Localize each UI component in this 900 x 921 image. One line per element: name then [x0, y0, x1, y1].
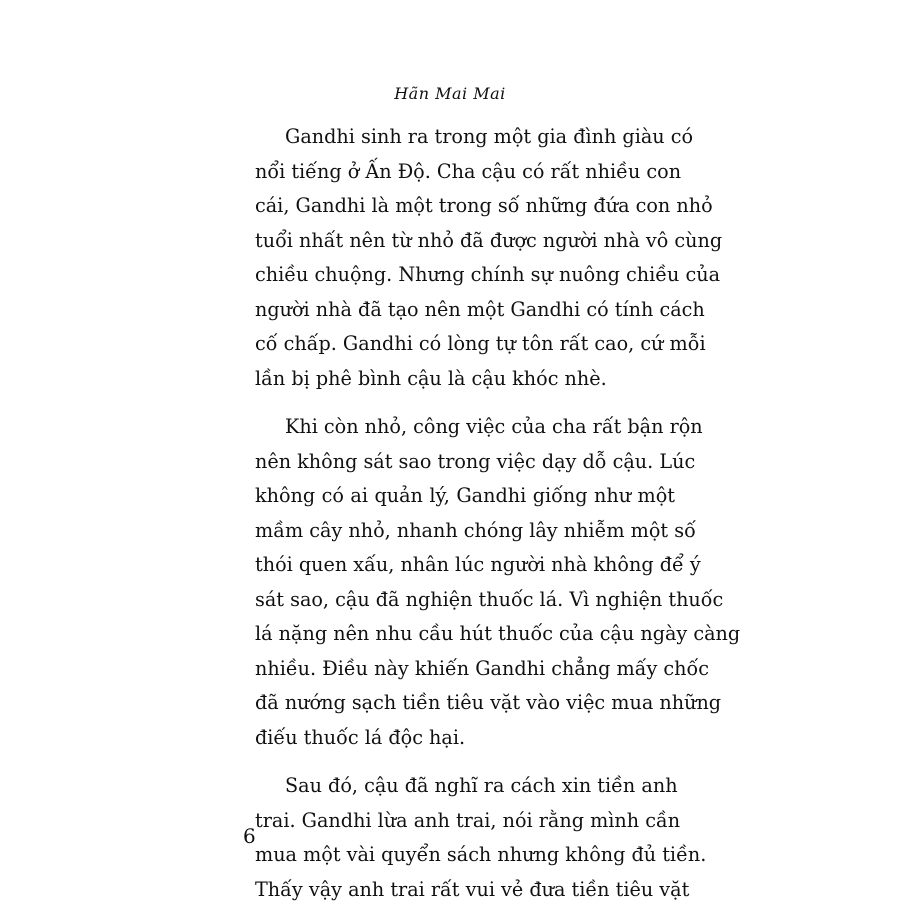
text-line: cố chấp. Gandhi có lòng tự tôn rất cao, cứ mỗi	[255, 332, 706, 355]
text-line: điếu thuốc lá độc hại.	[255, 725, 466, 749]
text-line: mua một vài quyển sách nhưng không đủ tiền.	[255, 843, 707, 866]
paragraph-1	[255, 120, 723, 396]
paragraph-2	[255, 410, 741, 755]
text-line: sát sao, cậu đã nghiện thuốc lá. Vì nghiện thuốc	[255, 587, 724, 611]
running-header: Hãn Mai Mai	[394, 84, 506, 103]
text-line: Gandhi sinh ra trong một gia đình giàu có	[285, 125, 694, 148]
text-line: Khi còn nhỏ, công việc của cha rất bận rộn	[285, 415, 703, 438]
text-line: không có ai quản lý, Gandhi giống như một	[255, 484, 675, 507]
text-line: trai. Gandhi lừa anh trai, nói rằng mình cần	[255, 808, 681, 832]
paragraph-3	[255, 769, 707, 907]
text-line: lần bị phê bình cậu là cậu khóc nhè.	[255, 366, 607, 390]
text-line: người nhà đã tạo nên một Gandhi có tính cách	[255, 297, 705, 321]
text-line: chiều chuộng. Nhưng chính sự nuông chiều của	[255, 263, 721, 286]
text-line: tuổi nhất nên từ nhỏ đã được người nhà vô cùng	[255, 228, 723, 252]
text-line: Sau đó, cậu đã nghĩ ra cách xin tiền anh	[285, 774, 678, 797]
text-line: nhiều. Điều này khiến Gandhi chẳng mấy chốc	[255, 656, 709, 680]
text-line: nên không sát sao trong việc dạy dỗ cậu. Lúc	[255, 449, 696, 473]
text-line: mầm cây nhỏ, nhanh chóng lây nhiễm một số	[255, 518, 696, 542]
body-text	[255, 120, 741, 921]
page-number: 6	[243, 824, 256, 848]
text-line: Thấy vậy anh trai rất vui vẻ đưa tiền tiêu vặt	[255, 877, 690, 901]
text-line: cái, Gandhi là một trong số những đứa con nhỏ	[255, 194, 713, 217]
text-line: thói quen xấu, nhân lúc người nhà không để ý	[255, 553, 701, 576]
text-line: nổi tiếng ở Ấn Độ. Cha cậu có rất nhiều con	[255, 159, 682, 183]
text-line: lá nặng nên nhu cầu hút thuốc của cậu ngày càng	[255, 622, 741, 645]
text-line: đã nướng sạch tiền tiêu vặt vào việc mua những	[255, 691, 722, 714]
